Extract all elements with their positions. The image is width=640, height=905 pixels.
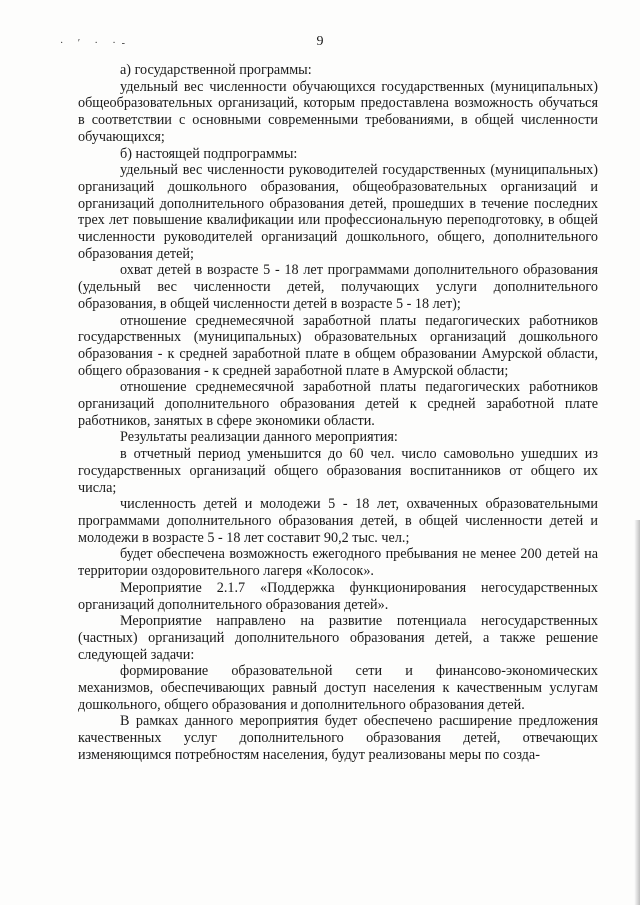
page-number: 9 <box>316 34 324 49</box>
paragraph: а) государственной программы: <box>120 62 312 78</box>
paragraph: охват детей в возрасте 5 - 18 лет программами дополнительного образования (удельный вес численности детей, получающих услуги дополнительного образования, в общей численности детей в возрасте 5 - 18 лет); <box>78 262 598 312</box>
body-text <box>78 62 598 764</box>
paragraph: численность детей и молодежи 5 - 18 лет, охваченных образовательными программами дополнительного образования детей, в общей численности детей и молодежи в возрасте 5 - 18 лет составит 90,2 тыс. чел.; <box>78 496 598 546</box>
paragraph: будет обеспечена возможность ежегодного пребывания не менее 200 детей на территории оздоровительного лагеря «Колосок». <box>78 546 598 580</box>
paragraph: удельный вес численности руководителей государственных (муниципальных) организаций дошкольного образования, общеобразовательных организаций и организаций дополнительного образования детей, прошедших в течение последних трех лет повышение квалификации или профессиональную переподготовку, в общей численности руководителей организаций дошкольного, общего, дополнительного образования детей; <box>78 162 598 262</box>
paragraph: Мероприятие 2.1.7 «Поддержка функционирования негосударственных организаций дополнительного образования детей». <box>78 579 598 613</box>
paragraph: отношение среднемесячной заработной платы педагогических работников организаций дополнительного образования детей к средней заработной плате работников, занятых в сфере экономики области. <box>78 379 598 429</box>
paragraph: В рамках данного мероприятия будет обеспечено расширение предложения качественных услуг дополнительного образования детей, отвечающих изменяющимся потребностям населения, будут реализованы меры по созда- <box>78 713 598 763</box>
paragraph: Результаты реализации данного мероприятия: <box>120 429 398 446</box>
paragraph: формирование образовательной сети и финансово-экономических механизмов, обеспечивающих равный доступ населения к качественным услугам дошкольного, общего образования и дополнительного образования детей. <box>78 663 598 713</box>
paragraph: в отчетный период уменьшится до 60 чел. число самовольно ушедших из государственных организаций общего образования воспитанников от общего их числа; <box>78 446 598 496</box>
paragraph: Мероприятие направлено на развитие потенциала негосударственных (частных) организаций дополнительного образования детей, а также решение следующей задачи: <box>78 613 598 663</box>
scan-marks: · ′ · ·- <box>60 38 132 49</box>
scan-edge-shadow <box>634 520 640 905</box>
paragraph: удельный вес численности обучающихся государственных (муниципальных) общеобразовательных организаций, которым предоставлена возможность обучаться в соответствии с основными современными требованиями, в общей численности обучающихся; <box>78 78 598 145</box>
paragraph: отношение среднемесячной заработной платы педагогических работников государственных (муниципальных) образовательных организаций дошкольного образования - к средней заработной плате в общем образовании Амурской области, общего образования - к средней заработной плате в Амурской области; <box>78 312 598 379</box>
paragraph: б) настоящей подпрограммы: <box>120 145 298 162</box>
